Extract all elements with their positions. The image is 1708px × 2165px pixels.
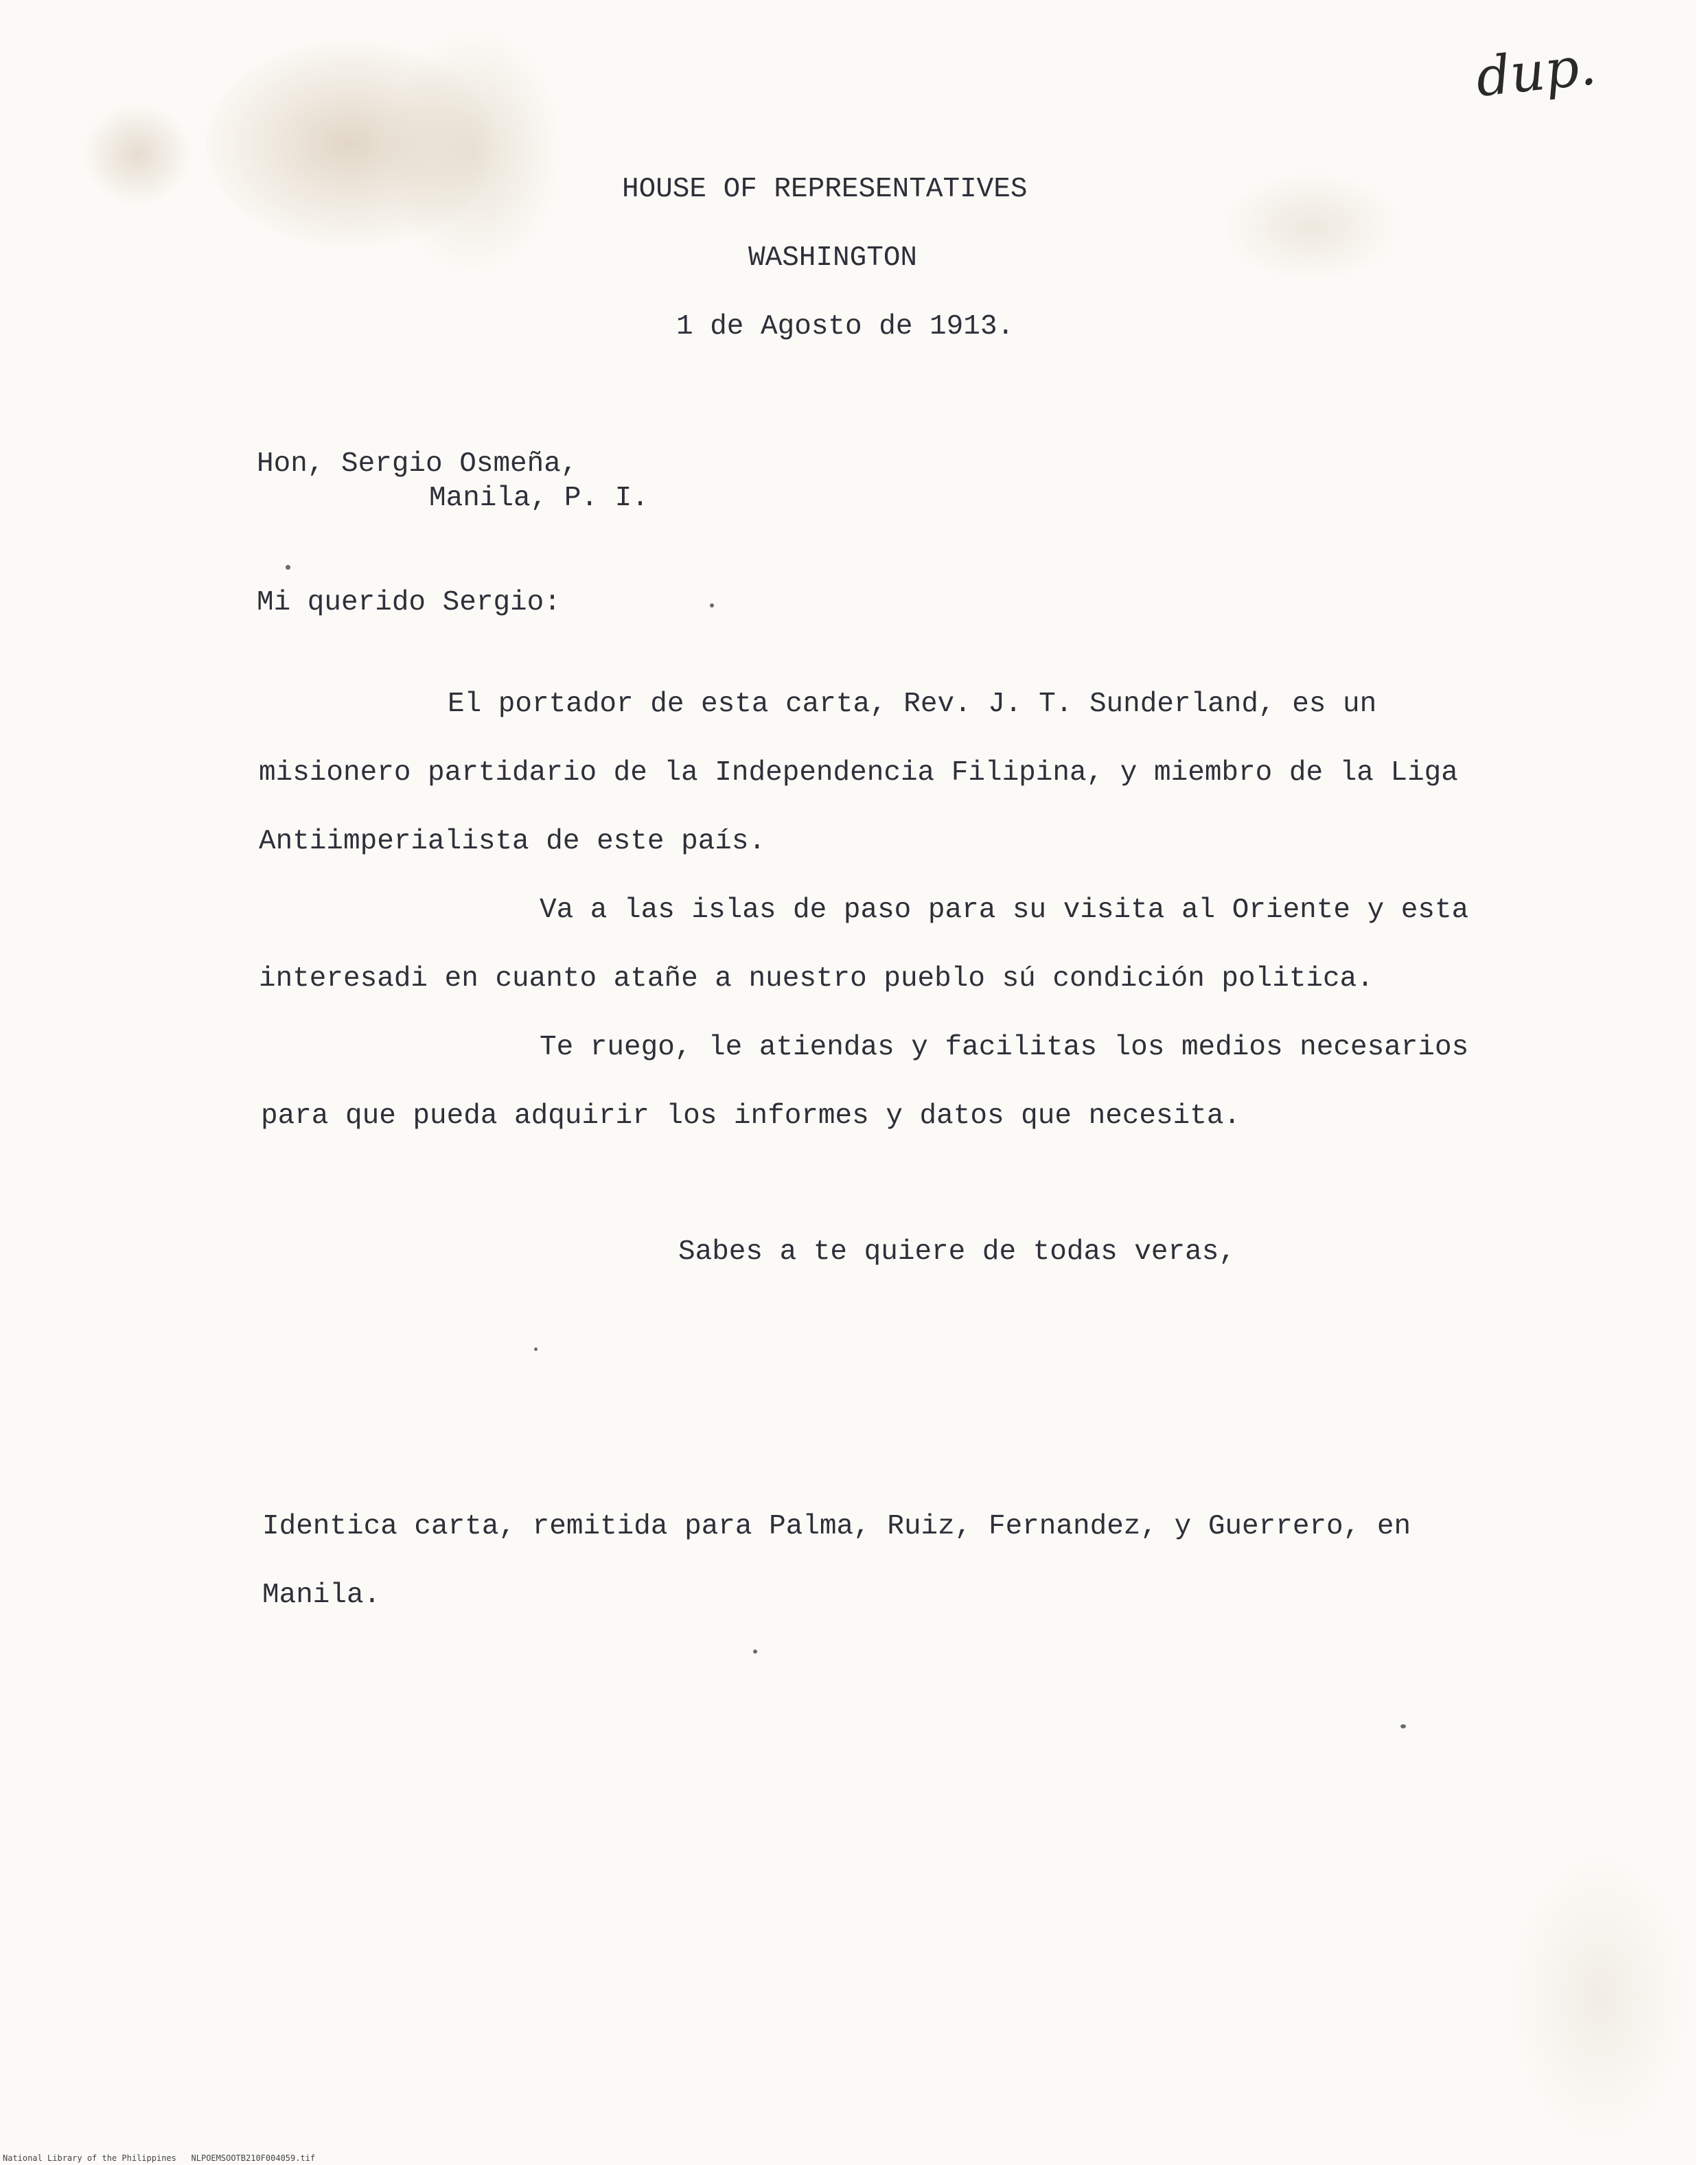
body-line: El portador de esta carta, Rev. J. T. Sunderland, es un: [448, 688, 1377, 720]
ink-speck: [286, 565, 290, 570]
body-line: Te ruego, le atiendas y facilitas los medios necesarios: [540, 1032, 1469, 1063]
paper-stain: [82, 103, 192, 206]
recipient-name: Hon, Sergio Osmeña,: [257, 448, 578, 480]
ink-speck: [710, 603, 714, 607]
ink-speck: [534, 1347, 538, 1351]
letterhead-city: WASHINGTON: [748, 242, 918, 274]
body-line: misionero partidario de la Independencia Filipina, y miembro de la Liga: [259, 757, 1458, 789]
salutation: Mi querido Sergio:: [257, 587, 561, 618]
body-line: interesadi en cuanto atañe a nuestro pueblo sú condición politica.: [259, 963, 1374, 995]
postscript-line: Identica carta, remitida para Palma, Ruiz, Fernandez, y Guerrero, en: [262, 1511, 1411, 1542]
body-line: para que pueda adquirir los informes y datos que necesita.: [261, 1100, 1241, 1132]
paper-stain: [1222, 172, 1400, 281]
closing: Sabes a te quiere de todas veras,: [678, 1236, 1236, 1268]
body-line: Va a las islas de paso para su visita al Oriente y esta: [540, 894, 1469, 926]
paper-stain: [384, 27, 563, 275]
body-line: Antiimperialista de este país.: [259, 826, 766, 857]
recipient-address: Manila, P. I.: [429, 483, 649, 514]
letterhead-title: HOUSE OF REPRESENTATIVES: [622, 174, 1028, 205]
scan-footer-label: National Library of the Philippines NLPOEMSOOTB210F004059.tif: [3, 2153, 316, 2163]
handwritten-annotation: dup.: [1473, 35, 1600, 109]
paper-stain: [1510, 1853, 1689, 2142]
letter-date: 1 de Agosto de 1913.: [676, 311, 1015, 343]
ink-speck: [753, 1649, 757, 1654]
ink-speck: [1400, 1724, 1406, 1728]
postscript-line: Manila.: [262, 1579, 381, 1611]
paper-stain: [206, 41, 494, 247]
